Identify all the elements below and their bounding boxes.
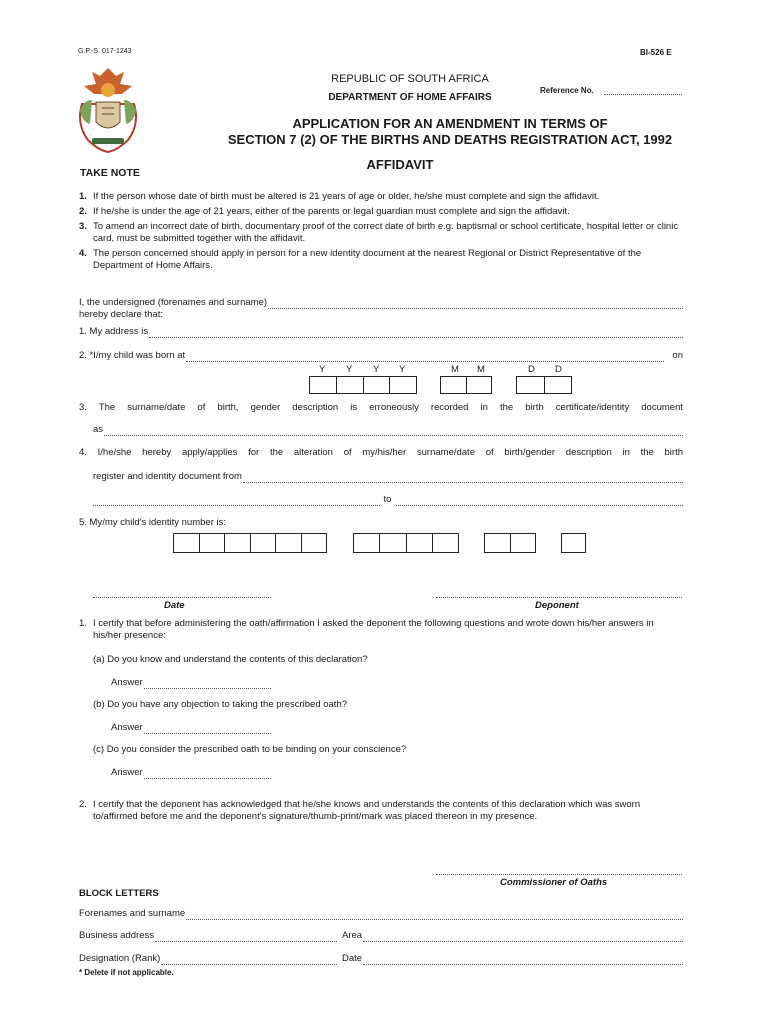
note-item: 4. The person concerned should apply in person for a new identity document at the nearest Regional or District Representative of the Department of Home Affairs.	[79, 248, 642, 271]
business-row	[79, 930, 337, 942]
birth-year-boxes[interactable]	[309, 376, 417, 394]
undersigned-field[interactable]	[268, 298, 683, 309]
id-number-boxes-3[interactable]	[484, 533, 536, 553]
id-number-label: 5. My/my child's identity number is:	[79, 517, 226, 528]
take-note-heading: TAKE NOTE	[80, 167, 140, 179]
date-letter: Y	[319, 364, 326, 375]
register-label: register and identity document from	[93, 471, 242, 482]
to-row	[93, 494, 683, 506]
form-code: G.P.-S. 017-1243	[78, 48, 132, 55]
designation-field[interactable]	[161, 954, 337, 965]
date-letter: Y	[399, 364, 406, 375]
alteration-label: 4. I/he/she hereby apply/applies for the alteration of my/his/her surname/date of birth/gender description in the birth	[79, 447, 683, 458]
business-label: Business address	[79, 930, 154, 941]
question-a: (a) Do you know and understand the contents of this declaration?	[93, 654, 368, 665]
note-item: 2. If he/she is under the age of 21 years, either of the parents or legal guardian must complete and sign the affidavit.	[79, 206, 570, 217]
footnote: * Delete if not applicable.	[79, 968, 174, 977]
question-b: (b) Do you have any objection to taking the prescribed oath?	[93, 699, 348, 710]
answer-a-row	[111, 677, 271, 689]
form-id: BI-526 E	[640, 48, 672, 57]
answer-b-label: Answer	[111, 722, 143, 733]
undersigned-label: I, the undersigned (forenames and surname)	[79, 297, 267, 308]
commissioner-label: Commissioner of Oaths	[500, 877, 608, 888]
answer-b-field[interactable]	[144, 723, 271, 734]
id-number-boxes-2[interactable]	[353, 533, 459, 553]
answer-b-row	[111, 722, 271, 734]
date-letter: Y	[373, 364, 380, 375]
id-number-boxes-4[interactable]	[561, 533, 586, 553]
birth-month-boxes[interactable]	[440, 376, 492, 394]
business-field[interactable]	[155, 931, 337, 942]
on-label: on	[672, 350, 683, 361]
birthplace-row	[79, 350, 683, 362]
deponent-signature-field[interactable]	[436, 587, 682, 598]
deponent-signature-label: Deponent	[535, 600, 579, 611]
answer-c-label: Answer	[111, 767, 143, 778]
date-letter: D	[555, 364, 562, 375]
hereby-label: hereby declare that:	[79, 309, 163, 320]
form-title-line2: SECTION 7 (2) OF THE BIRTHS AND DEATHS REGISTRATION ACT, 1992	[227, 132, 673, 147]
as-field[interactable]	[104, 425, 683, 436]
reference-field[interactable]	[604, 84, 682, 95]
birthplace-field[interactable]	[186, 351, 664, 362]
designation-label: Designation (Rank)	[79, 953, 161, 964]
coat-of-arms-icon	[74, 64, 142, 159]
commissioner-signature-field[interactable]	[436, 864, 682, 875]
designation-row	[79, 953, 337, 965]
affidavit-heading: AFFIDAVIT	[366, 157, 434, 172]
answer-c-field[interactable]	[144, 768, 271, 779]
forenames-label: Forenames and surname	[79, 908, 186, 919]
birth-day-boxes[interactable]	[516, 376, 572, 394]
block-date-row	[342, 953, 683, 965]
address-field[interactable]	[149, 327, 683, 338]
from-row	[93, 471, 683, 483]
block-date-field[interactable]	[363, 954, 683, 965]
forenames-row	[79, 908, 683, 920]
date-letter: M	[477, 364, 485, 375]
area-row	[342, 930, 683, 942]
notes-list	[79, 191, 683, 272]
as-label: as	[93, 424, 104, 435]
republic-label: REPUBLIC OF SOUTH AFRICA	[331, 73, 489, 85]
answer-a-field[interactable]	[144, 678, 271, 689]
address-label: 1. My address is	[79, 326, 149, 337]
answer-a-label: Answer	[111, 677, 143, 688]
birthplace-label: 2. *I/my child was born at	[79, 350, 186, 361]
from-field[interactable]	[243, 472, 683, 483]
as-row	[93, 424, 683, 436]
certification-1: 1. I certify that before administering the oath/affirmation I asked the deponent the following questions and wrote down his/her answers in his/her presence:	[79, 618, 654, 641]
date-signature-field[interactable]	[93, 587, 271, 598]
date-signature-label: Date	[164, 600, 185, 611]
date-letter: Y	[346, 364, 353, 375]
form-title-line1: APPLICATION FOR AN AMENDMENT IN TERMS OF	[292, 116, 608, 131]
date-letter: D	[528, 364, 535, 375]
question-c: (c) Do you consider the prescribed oath to be binding on your conscience?	[93, 744, 407, 755]
date-letter: M	[451, 364, 459, 375]
reference-label: Reference No.	[540, 86, 594, 95]
certification-2: 2. I certify that the deponent has acknowledged that he/she knows and understands the contents of this declaration which was sworn to/affirmed before me and the deponent's signature/thumb-print/mark was placed thereon in my presence.	[79, 799, 641, 822]
to-field[interactable]	[396, 495, 683, 506]
area-label: Area	[342, 930, 363, 941]
area-field[interactable]	[363, 931, 683, 942]
to-label: to	[383, 494, 392, 505]
answer-c-row	[111, 767, 271, 779]
address-row	[79, 326, 683, 338]
undersigned-row	[79, 297, 683, 309]
block-date-label: Date	[342, 953, 363, 964]
id-number-boxes-1[interactable]	[173, 533, 327, 553]
forenames-field[interactable]	[186, 909, 683, 920]
department-label: DEPARTMENT OF HOME AFFAIRS	[328, 92, 492, 103]
erroneous-label: 3. The surname/date of birth, gender description is erroneously recorded in the birth certificate/identity document	[79, 402, 683, 413]
block-letters-heading: BLOCK LETTERS	[79, 888, 159, 899]
note-item: 3. To amend an incorrect date of birth, documentary proof of the correct date of birth e.g. baptismal or school certificate, hospital letter or clinic card, must be submitted together with the affidavit.	[79, 221, 679, 244]
from-field-continued[interactable]	[93, 495, 380, 506]
note-item: 1. If the person whose date of birth must be altered is 21 years of age or older, he/she must complete and sign the affidavit.	[79, 191, 600, 202]
